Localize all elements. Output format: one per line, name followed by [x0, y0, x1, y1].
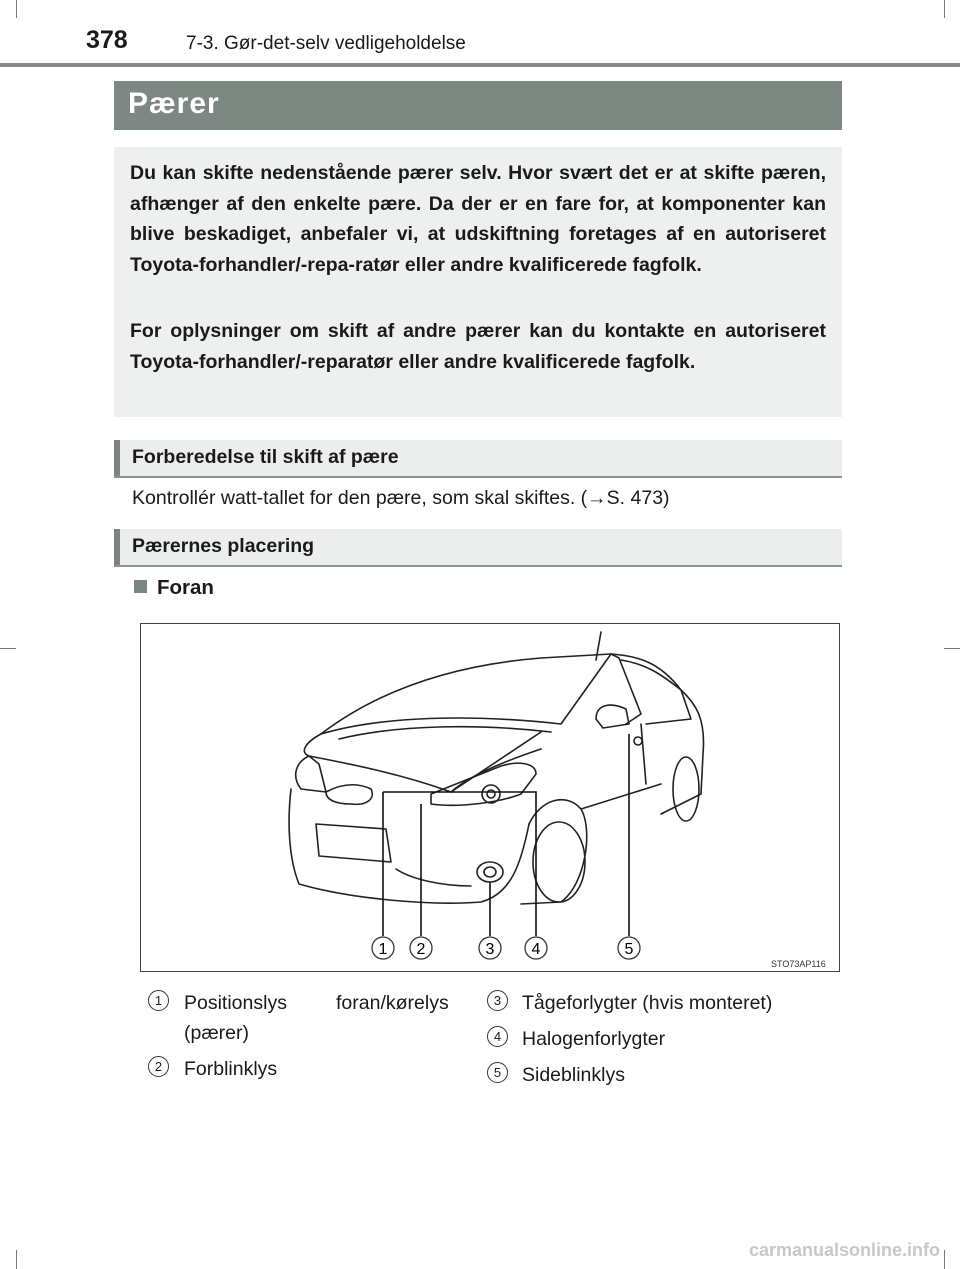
section-heading-text: Pærernes placering — [132, 535, 315, 557]
subheading-text: Foran — [157, 576, 214, 599]
legend-number-2: 2 — [148, 1056, 169, 1077]
legend-number-1: 1 — [148, 990, 169, 1011]
section-accent — [114, 440, 120, 476]
preparation-text: Kontrollér watt-tallet for den pære, som skal skiftes. (→S. 473) — [132, 487, 670, 509]
callout-4: 4 — [531, 941, 541, 958]
subheading-front — [134, 576, 214, 600]
page-title: Pærer — [128, 87, 220, 120]
header-rule — [0, 63, 960, 67]
legend-text-4: Halogenforlygter — [522, 1028, 666, 1050]
callout-1: 1 — [378, 941, 388, 958]
section-accent — [114, 529, 120, 565]
callout-3: 3 — [485, 941, 495, 958]
section-heading-locations — [114, 529, 842, 567]
legend-text-1b: foran/kørelys — [336, 992, 449, 1014]
legend-number-3: 3 — [487, 990, 508, 1011]
page-number: 378 — [86, 26, 128, 54]
legend-text-1c: (pærer) — [184, 1022, 250, 1044]
crop-mark — [944, 648, 960, 649]
legend-number-5: 5 — [487, 1062, 508, 1083]
legend-text-3: Tågeforlygter (hvis monteret) — [522, 992, 773, 1014]
crop-mark — [16, 1250, 17, 1269]
intro-paragraph-2: For oplysninger om skift af andre pærer kan du kontakte en autoriseret Toyota-forhandler/-reparatør eller andre kvalificerede fagfolk. — [130, 320, 826, 373]
car-drawing — [141, 624, 838, 970]
legend-text-1a: Positionslys — [184, 992, 287, 1014]
crop-mark — [16, 0, 17, 18]
crop-mark — [944, 1250, 945, 1269]
intro-paragraph-1: Du kan skifte nedenstående pærer selv. Hvor svært det er at skifte pæren, afhænger af den enkelte pære. Da der er en fare for, at komponenter kan blive beskadiget, anbefaler vi, at udskiftning foretages af en autoriseret Toyota-forhandler/-repa-ratør eller andre kvalificerede fagfolk. — [130, 162, 826, 276]
square-bullet-icon — [134, 580, 147, 593]
callout-2: 2 — [416, 941, 426, 958]
legend-number-4: 4 — [487, 1026, 508, 1047]
running-header: 7-3. Gør-det-selv vedligeholdelse — [186, 33, 466, 54]
section-heading-text: Forberedelse til skift af pære — [132, 446, 399, 468]
legend-text-5: Sideblinklys — [522, 1064, 625, 1086]
crop-mark — [0, 648, 16, 649]
figure-code: STO73AP116 — [771, 959, 826, 969]
page-title-bar — [114, 81, 842, 130]
footer-watermark: carmanualsonline.info — [748, 1240, 940, 1260]
section-heading-preparation — [114, 440, 842, 478]
callout-5: 5 — [624, 941, 634, 958]
intro-box — [114, 147, 842, 417]
legend-text-2: Forblinklys — [184, 1058, 278, 1080]
car-front-illustration — [140, 623, 840, 972]
crop-mark — [944, 0, 945, 18]
